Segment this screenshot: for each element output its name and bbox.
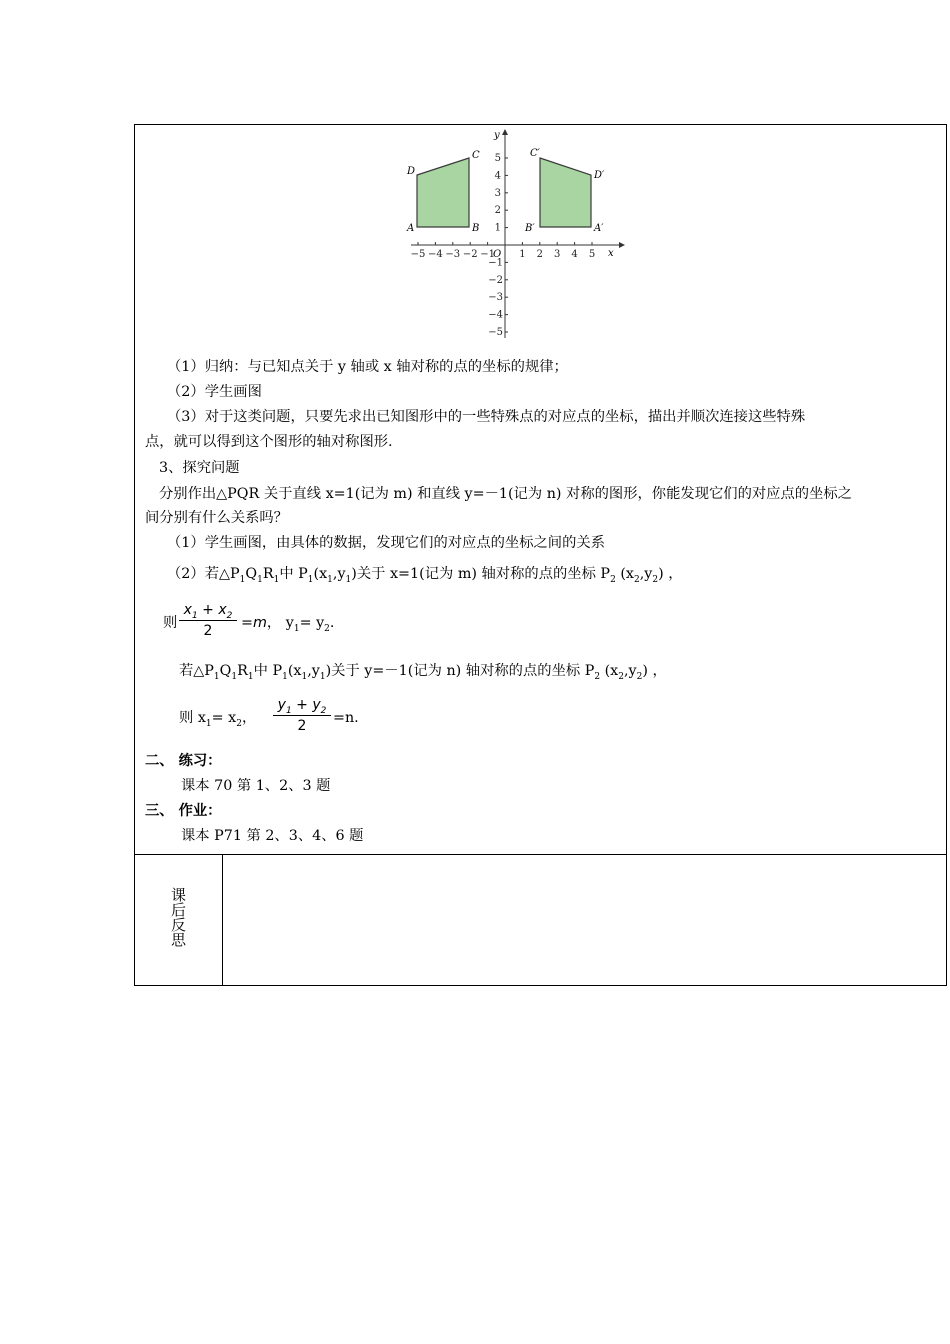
homework-item: 课本 P71 第 2、3、4、6 题	[181, 828, 364, 844]
then-line-2: 则 $x_1= x_2$，	[179, 710, 257, 729]
x-tick-label: 5	[588, 249, 596, 260]
summary-line-3a: （3）对于这类问题，只要先求出已知图形中的一些特殊点的对应点的坐标，描出并顺次连接这些特殊	[167, 409, 806, 425]
point-label-d: D	[407, 166, 416, 177]
x-tick-label: −3	[445, 249, 461, 260]
point-label-c-prime: C′	[530, 148, 540, 159]
x-tick-label: 3	[554, 249, 561, 260]
fraction-y-mean: $y_1 + y_2$ 2	[273, 697, 331, 734]
lesson-content-cell	[135, 125, 946, 855]
then-eq-1: =m， $y_1= y_2$.	[241, 615, 335, 634]
y-axis-label: y	[494, 130, 500, 141]
summary-line-1: （1）归纳：与已知点关于 y 轴或 x 轴对称的点的坐标的规律；	[167, 359, 568, 375]
y-tick-label: 1	[494, 222, 501, 234]
explore-step-1: （1）学生画图，由具体的数据，发现它们的对应点的坐标之间的关系	[167, 535, 605, 551]
quad-left	[417, 158, 469, 227]
x-tick-label: 4	[571, 249, 578, 260]
reflection-label: 课后反思	[169, 887, 187, 947]
summary-line-2: （2）学生画图	[167, 384, 262, 400]
point-label-b-prime: B′	[525, 223, 535, 234]
point-label-b: B	[472, 223, 480, 234]
y-tick-label: −2	[488, 274, 503, 286]
y-tick-label: 4	[494, 170, 501, 182]
reflection-content-cell[interactable]	[223, 855, 946, 985]
coordinate-figure	[401, 128, 627, 344]
y-tick-label: 3	[494, 187, 501, 199]
y-tick-label: 5	[494, 153, 501, 164]
origin-label: O	[493, 249, 502, 260]
y-tick-label: −5	[488, 327, 503, 338]
practice-item: 课本 70 第 1、2、3 题	[181, 778, 331, 794]
explore-question-b: 间分别有什么关系吗？	[145, 510, 288, 526]
reflection-row	[135, 855, 946, 985]
x-tick-label: 2	[536, 249, 543, 260]
x-tick-label: 1	[519, 249, 526, 260]
x-tick-label: −4	[428, 249, 443, 260]
y-tick-label: 2	[494, 205, 501, 217]
explore-step-2: （2）若$\triangle P_1Q_1R_1$中 $P_1(x_1,y_1)$关于 x=1(记为 m) 轴对称的点的坐标 $P_2$ $(x_2,y_2)$ ，	[167, 566, 683, 585]
lesson-table	[134, 124, 947, 986]
point-label-c: C	[472, 150, 480, 161]
summary-line-3b: 点，就可以得到这个图形的轴对称图形.	[145, 434, 393, 450]
x-tick-label: −2	[462, 249, 478, 260]
x-tick-label: −1	[480, 249, 495, 260]
explore-step-3: 若$\triangle P_1Q_1R_1$中 $P_1(x_1,y_1)$关于 y=－1(记为 n) 轴对称的点的坐标 $P_2$ $(x_2,y_2)$ ，	[179, 663, 667, 682]
then-label-1: 则	[163, 615, 178, 631]
x-axis-arrow	[619, 242, 625, 248]
y-tick-label: −4	[488, 309, 503, 321]
practice-title: 二、 练习：	[145, 753, 222, 769]
homework-title: 三、 作业：	[145, 803, 222, 819]
x-axis-label: x	[608, 248, 614, 259]
y-axis-arrow	[502, 129, 508, 135]
y-tick-label: −3	[488, 292, 503, 304]
point-label-d-prime: D′	[594, 170, 605, 181]
point-label-a-prime: A′	[594, 223, 604, 234]
explore-question-a: 分别作出△PQR 关于直线 x=1(记为 m) 和直线 y=－1(记为 n) 对称的图形，你能发现它们的对应点的坐标之	[159, 486, 852, 502]
section-explore-title: 3、探究问题	[159, 460, 240, 476]
then-eq-2: =n.	[333, 710, 359, 726]
point-label-a: A	[407, 223, 415, 234]
fraction-x-mean: $x_1 + x_2$ 2	[179, 602, 237, 639]
y-tick-label: −1	[488, 257, 503, 269]
quad-right	[540, 158, 591, 227]
x-tick-label: −5	[410, 249, 426, 260]
reflection-label-cell	[135, 855, 223, 985]
